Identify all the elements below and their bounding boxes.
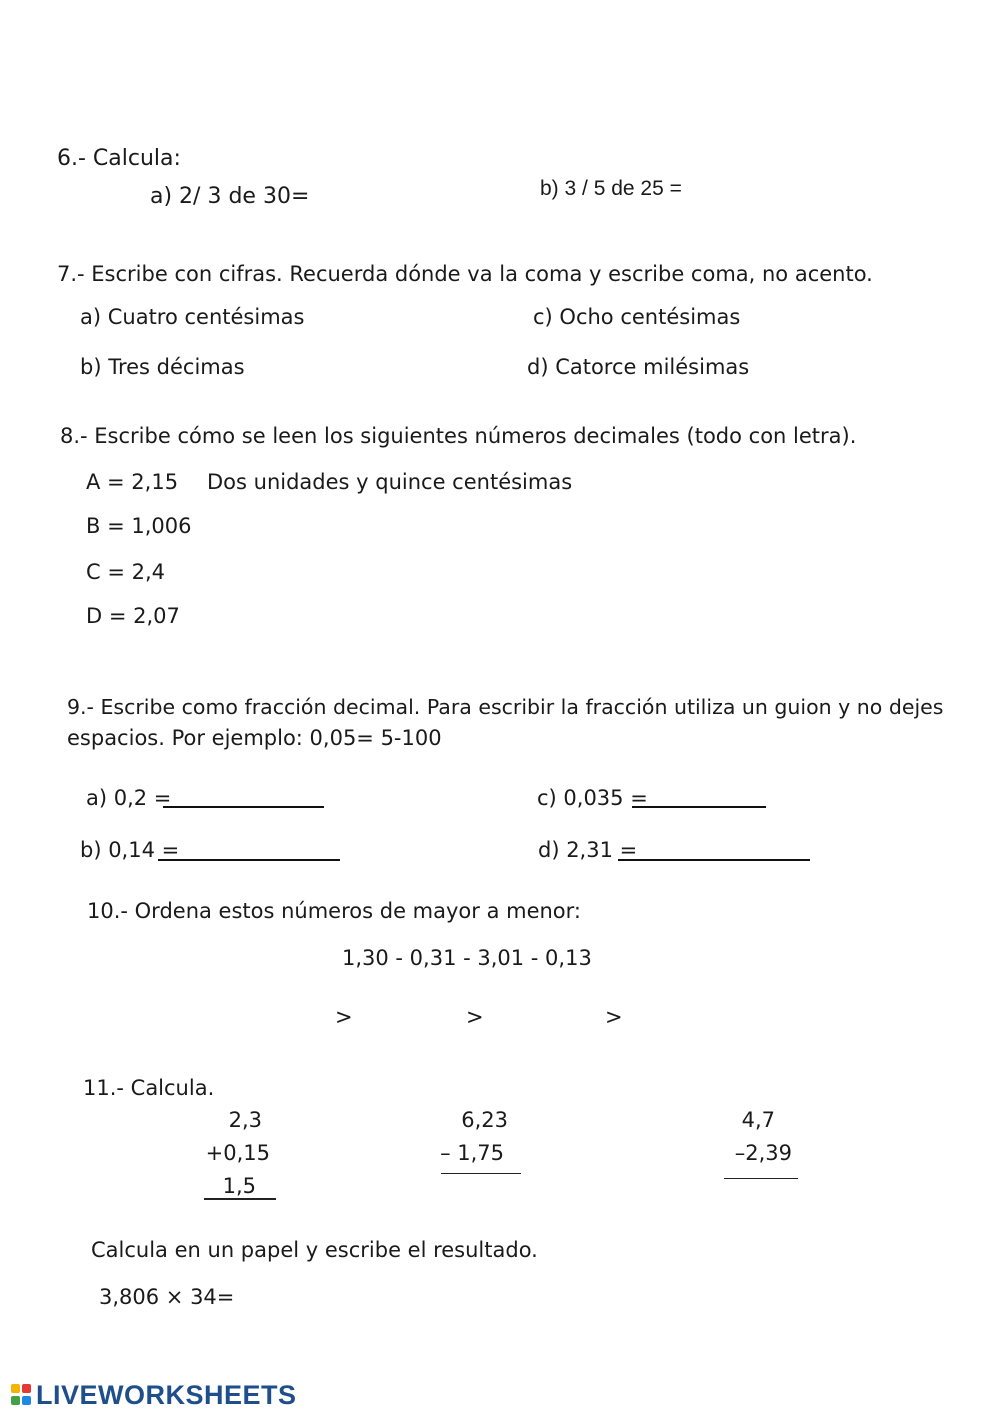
q11-title: 11.- Calcula.: [83, 1076, 215, 1100]
q7-item-a: a) Cuatro centésimas: [80, 305, 305, 329]
q8-row-label: A = 2,15: [86, 470, 179, 494]
q11-op3-bottom: –2,39: [734, 1141, 792, 1165]
q9-item-b: b) 0,14 =: [80, 838, 180, 862]
q10-greater-than: >: [335, 1005, 353, 1029]
q9-title-line2: espacios. Por ejemplo: 0,05= 5-100: [67, 726, 442, 750]
q10-title: 10.- Ordena estos números de mayor a menor:: [87, 899, 581, 923]
q7-item-d: d) Catorce milésimas: [527, 355, 750, 379]
q11-op1-result[interactable]: 1,5: [222, 1174, 256, 1198]
q7-title: 7.- Escribe con cifras. Recuerda dónde va la coma y escribe coma, no acento.: [57, 262, 873, 286]
q7-item-c: c) Ocho centésimas: [533, 305, 741, 329]
q9-answer-b-blank[interactable]: [158, 859, 340, 861]
q6-item-a: a) 2/ 3 de 30=: [150, 184, 310, 209]
q9-answer-d-blank[interactable]: [618, 859, 810, 861]
liveworksheets-icon: [10, 1383, 32, 1407]
q11-op1-top: 2,3: [228, 1108, 262, 1132]
q9-item-d: d) 2,31 =: [538, 838, 638, 862]
q10-greater-than: >: [605, 1005, 623, 1029]
q9-item-a: a) 0,2 =: [86, 786, 172, 810]
q10-numbers: 1,30 - 0,31 - 3,01 - 0,13: [342, 946, 592, 970]
q11-product: 3,806 × 34=: [99, 1285, 235, 1309]
q11-op1-bottom: +0,15: [205, 1141, 270, 1165]
q11-op2-bottom: – 1,75: [440, 1141, 504, 1165]
q8-row-label: B = 1,006: [86, 514, 192, 538]
q8-row-label: D = 2,07: [86, 604, 180, 628]
liveworksheets-brand-text: LIVEWORKSHEETS: [36, 1379, 297, 1410]
q11-op3-top: 4,7: [741, 1108, 775, 1132]
q9-answer-a-blank[interactable]: [163, 806, 324, 808]
q6-item-b: b) 3 / 5 de 25 =: [540, 177, 682, 200]
liveworksheets-logo: [10, 1380, 297, 1410]
q11-op2-line: [441, 1173, 521, 1174]
q8-row-label: C = 2,4: [86, 560, 166, 584]
q11-note: Calcula en un papel y escribe el resultado.: [91, 1238, 538, 1262]
q11-op3-line: [724, 1178, 798, 1179]
q9-answer-c-blank[interactable]: [632, 806, 766, 808]
q8-title: 8.- Escribe cómo se leen los siguientes números decimales (todo con letra).: [60, 424, 857, 448]
q10-greater-than: >: [466, 1005, 484, 1029]
q9-item-c: c) 0,035 =: [537, 786, 648, 810]
q11-op2-top: 6,23: [461, 1108, 508, 1132]
q8-row-answer[interactable]: Dos unidades y quince centésimas: [207, 470, 573, 494]
q11-op1-line: [204, 1198, 276, 1200]
q9-title-line1: 9.- Escribe como fracción decimal. Para escribir la fracción utiliza un guion y no dejes: [67, 695, 944, 719]
q7-item-b: b) Tres décimas: [80, 355, 245, 379]
q6-title: 6.- Calcula:: [57, 146, 181, 171]
